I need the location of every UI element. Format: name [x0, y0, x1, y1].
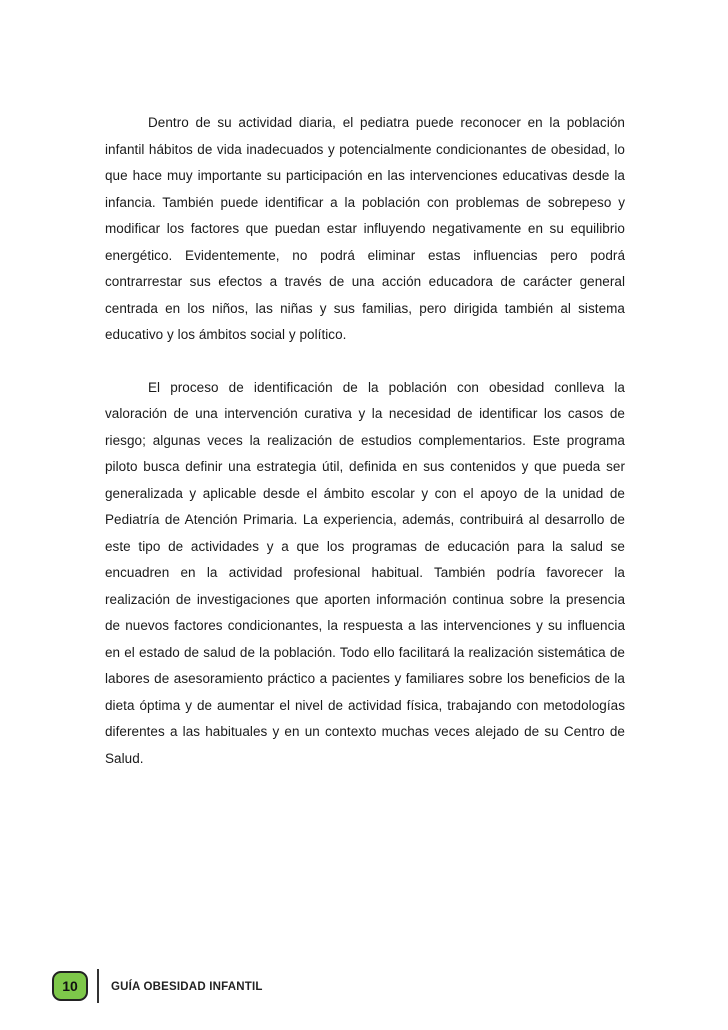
footer-divider: [97, 969, 99, 1003]
paragraph-2: El proceso de identificación de la población con obesidad conlleva la valoración de una intervención curativa y la necesidad de identificar los casos de riesgo; algunas veces la realización de estudios complementarios. Este programa piloto busca definir una estrategia útil, definida en sus contenidos y que pueda ser generalizada y aplicable desde el ámbito escolar y con el apoyo de la unidad de Pediatría de Atención Primaria. La experiencia, además, contribuirá al desarrollo de este tipo de actividades y a que los programas de educación para la salud se encuadren en la actividad profesional habitual. También podría favorecer la realización de investigaciones que aporten información continua sobre la presencia de nuevos factores condicionantes, la respuesta a las intervenciones y su influencia en el estado de salud de la población. Todo ello facilitará la realización sistemática de labores de asesoramiento práctico a pacientes y familiares sobre los beneficios de la dieta óptima y de aumentar el nivel de actividad física, trabajando con metodologías diferentes a las habituales y en un contexto muchas veces alejado de su Centro de Salud.: [105, 379, 625, 766]
page-footer: [52, 968, 263, 1004]
page-number-badge: 10: [52, 971, 88, 1001]
paragraph-1: Dentro de su actividad diaria, el pediatra puede reconocer en la población infantil hábitos de vida inadecuados y potencialmente condicionantes de obesidad, lo que hace muy importante su participación en las intervenciones educativas desde la infancia. También puede identificar a la población con problemas de sobrepeso y modificar los factores que puedan estar influyendo negativamente en su equilibrio energético. Evidentemente, no podrá eliminar estas influencias pero podrá contrarrestar sus efectos a través de una acción educadora de carácter general centrada en los niños, las niñas y sus familias, pero dirigida también al sistema educativo y los ámbitos social y político.: [105, 115, 625, 342]
footer-title: GUÍA OBESIDAD INFANTIL: [111, 981, 263, 993]
body-text: [105, 110, 625, 772]
